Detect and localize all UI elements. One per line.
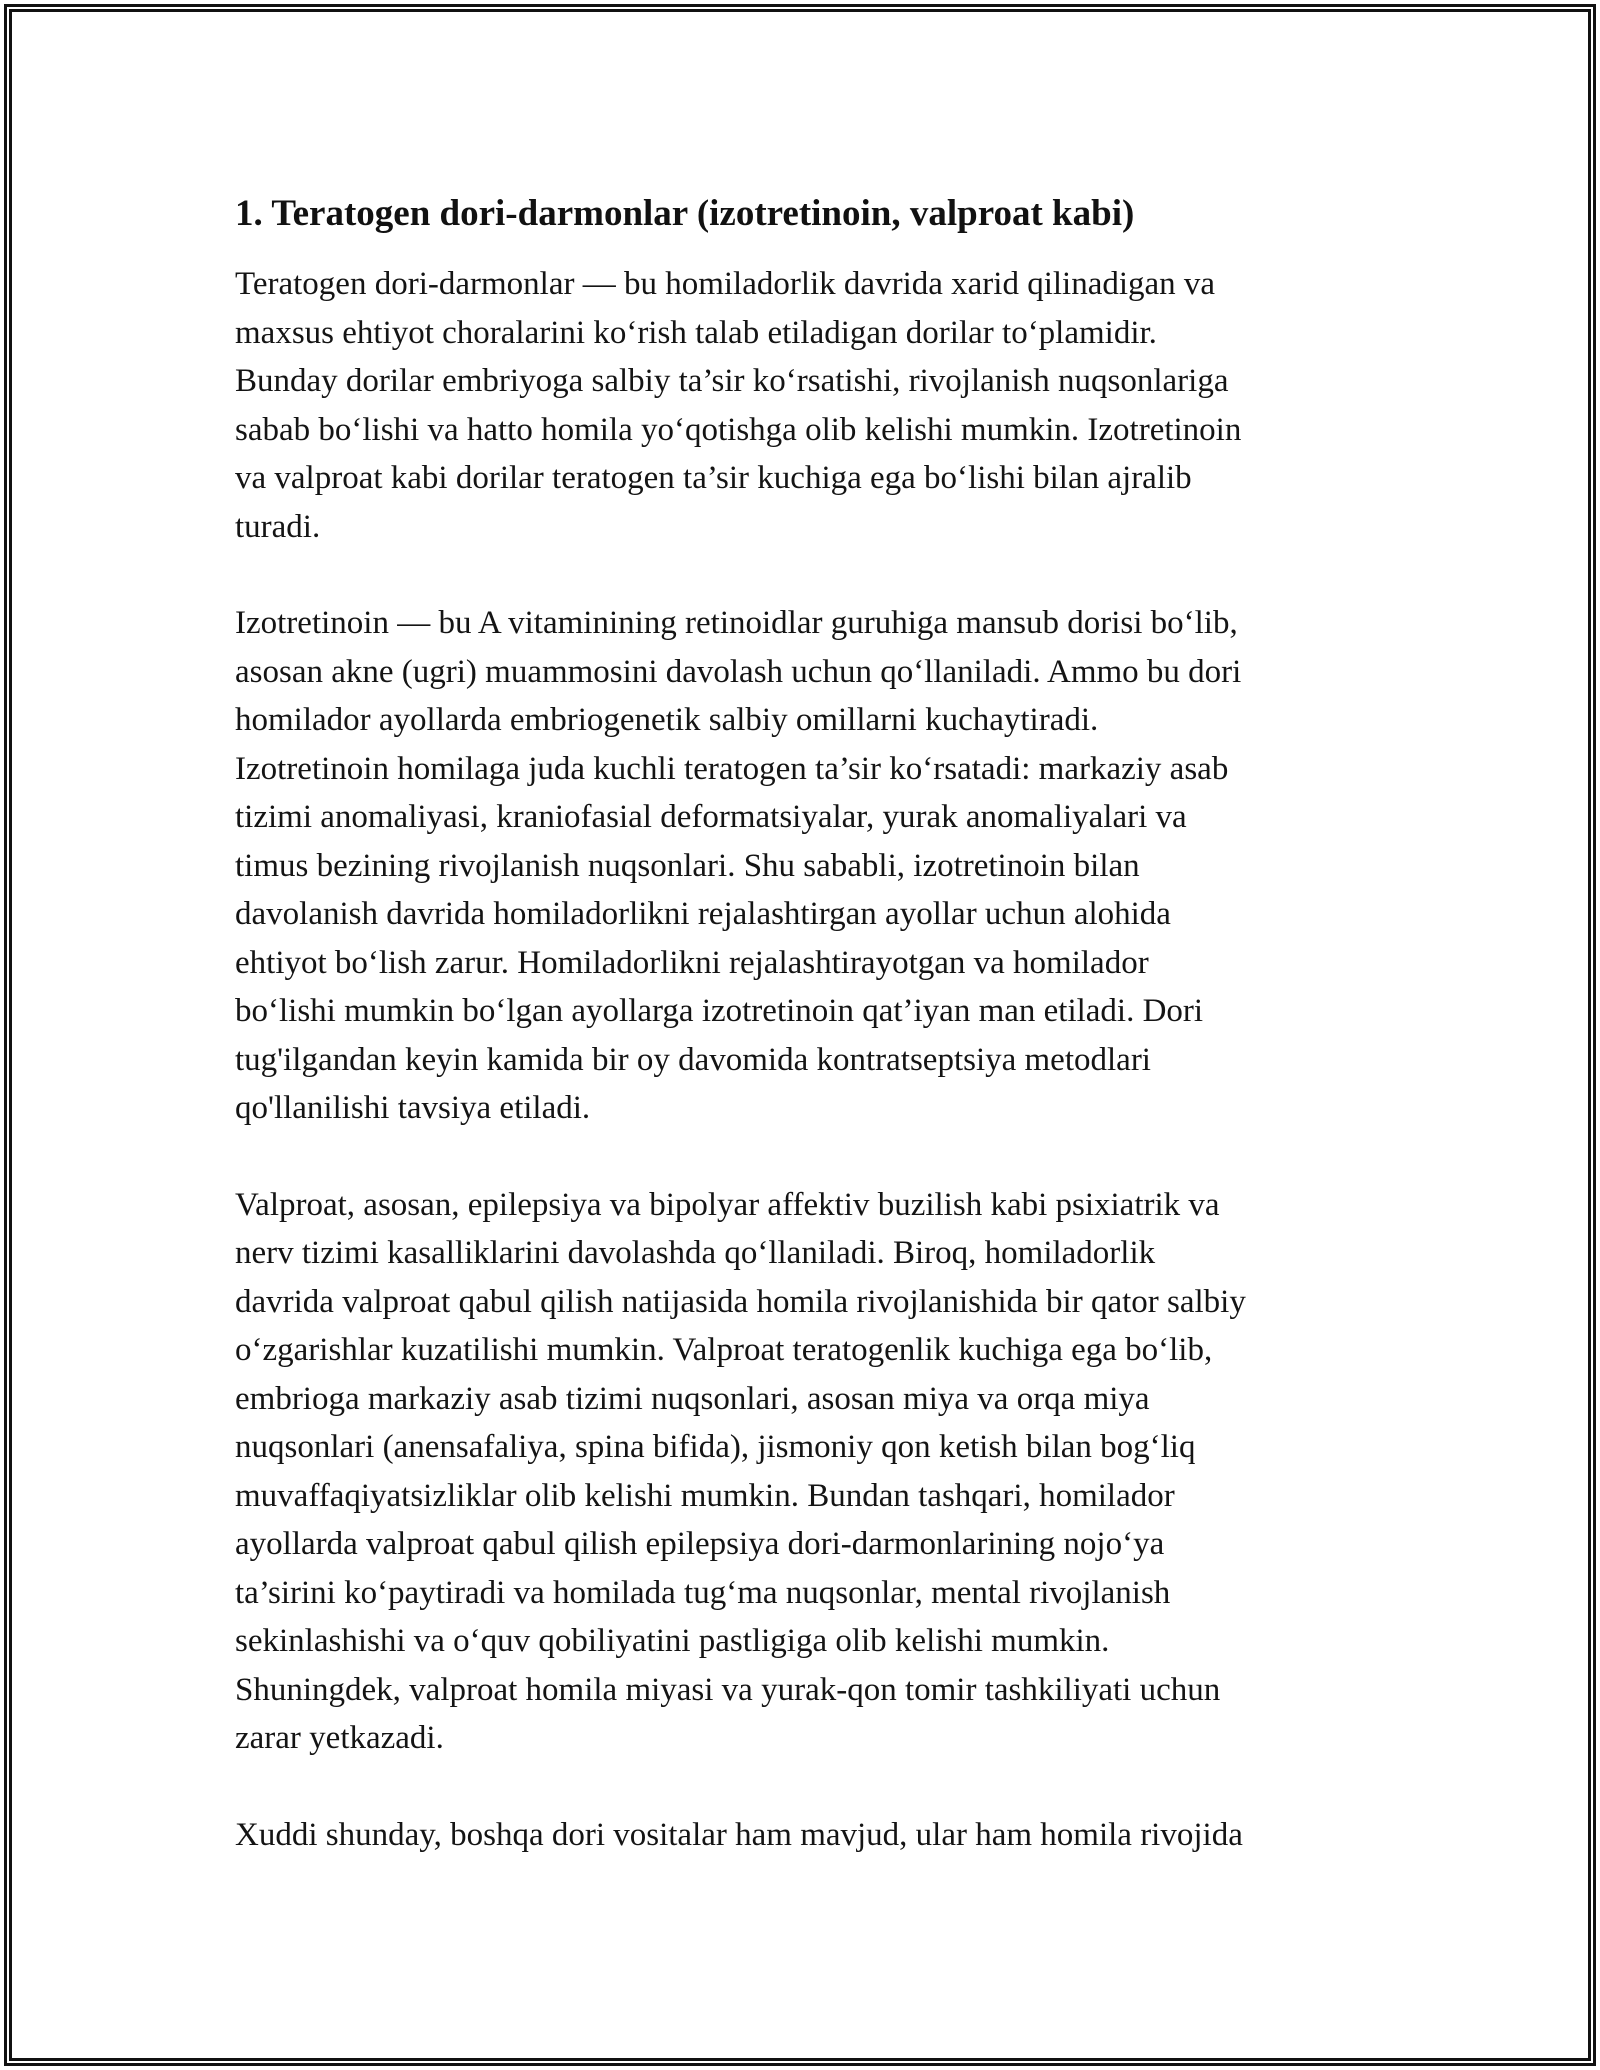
section-heading: 1. Teratogen dori-darmonlar (izotretinoin, valproat kabi): [235, 193, 1135, 234]
paragraph-izotretinoin: Izotretinoin — bu A vitaminining retinoidlar guruhiga mansub dorisi bo‘lib, asosan akne (ugri) muammosini davolash uchun qo‘llaniladi. Ammo bu dori homilador ayollarda embriogenetik salbiy omillarni kuchaytiradi. Izotretinoin homilaga juda kuchli teratogen ta’sir ko‘rsatadi: markaziy asab tizimi anomaliyasi, kraniofasial deformatsiyalar, yurak anomaliyalari va timus bezining rivojlanish nuqsonlari. Shu sababli, izotretinoin bilan davolanish davrida homiladorlikni rejalashtirgan ayollar uchun alohida ehtiyot bo‘lish zarur. Homiladorlikni rejalashtirayotgan va homilador bo‘lishi mumkin bo‘lgan ayollarga izotretinoin qat’iyan man etiladi. Dori tug'ilgandan keyin kamida bir oy davomida kontratseptsiya metodlari qo'llanilishi tavsiya etiladi.: [235, 605, 1242, 1126]
paragraph-valproat: Valproat, asosan, epilepsiya va bipolyar affektiv buzilish kabi psixiatrik va nerv tizimi kasalliklarini davolashda qo‘llaniladi. Biroq, homiladorlik davrida valproat qabul qilish natijasida homila rivojlanishida bir qator salbiy o‘zgarishlar kuzatilishi mumkin. Valproat teratogenlik kuchiga ega bo‘lib, embrioga markaziy asab tizimi nuqsonlari, asosan miya va orqa miya nuqsonlari (anensafaliya, spina bifida), jismoniy qon ketish bilan bog‘liq muvaffaqiyatsizliklar olib kelishi mumkin. Bundan tashqari, homilador ayollarda valproat qabul qilish epilepsiya dori-darmonlarining nojo‘ya ta’sirini ko‘paytiradi va homilada tug‘ma nuqsonlar, mental rivojlanish sekinlashishi va o‘quv qobiliyatini pastligiga olib kelishi mumkin. Shuningdek, valproat homila miyasi va yurak-qon tomir tashkiliyati uchun zarar yetkazadi.: [235, 1186, 1246, 1756]
document-body: [235, 190, 1365, 1907]
paragraph-teratogen-intro: Teratogen dori-darmonlar — bu homiladorlik davrida xarid qilinadigan va maxsus ehtiyot choralarini ko‘rish talab etiladigan dorilar to‘plamidir. Bunday dorilar embriyoga salbiy ta’sir ko‘rsatishi, rivojlanish nuqsonlariga sabab bo‘lishi va hatto homila yo‘qotishga olib kelishi mumkin. Izotretinoin va valproat kabi dorilar teratogen ta’sir kuchiga ega bo‘lishi bilan ajralib turadi.: [235, 266, 1242, 545]
paragraph-other-drugs: Xuddi shunday, boshqa dori vositalar ham mavjud, ular ham homila rivojida: [235, 1816, 1243, 1853]
